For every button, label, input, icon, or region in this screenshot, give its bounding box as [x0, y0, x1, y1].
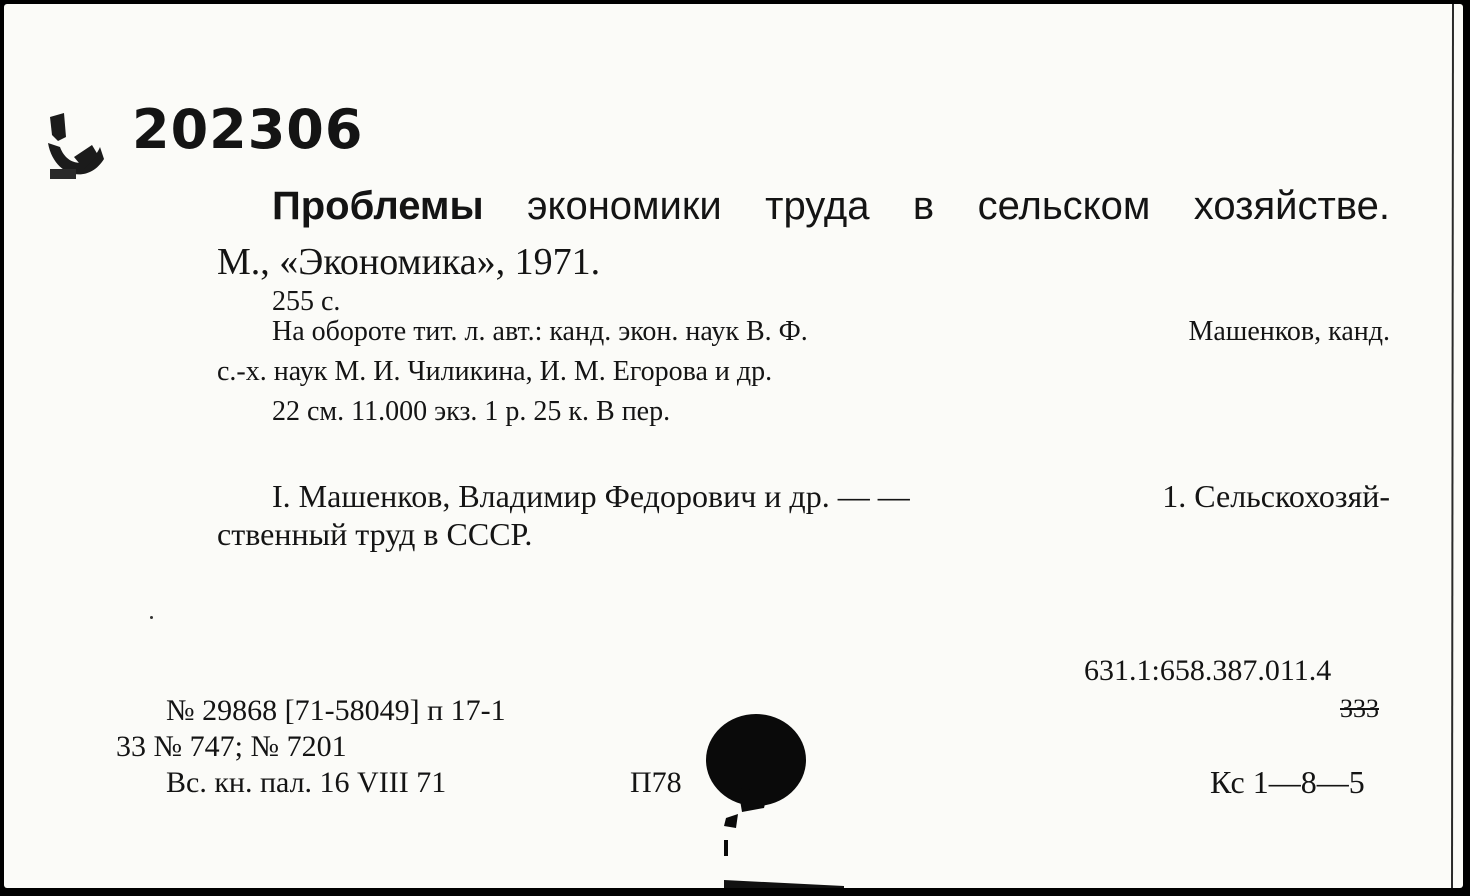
library-stamp-mark — [44, 107, 106, 185]
catalog-card — [4, 4, 1463, 888]
tracing-line-2: ственный труд в СССР. — [217, 516, 533, 552]
udc-code: 631.1:658.387.011.4 — [1084, 654, 1332, 687]
physical-description: 22 см. 11.000 экз. 1 р. 25 к. В пер. — [272, 396, 671, 427]
registration-line-3: Вс. кн. пал. 16 VIII 71 — [166, 766, 447, 799]
authors-note-line-1 — [272, 316, 1390, 348]
imprint-line: М., «Экономика», 1971. — [217, 241, 601, 283]
authors-note-line-2: с.-х. наук М. И. Чиликина, И. М. Егорова и др. — [217, 356, 773, 387]
title-first-word: Проблемы — [272, 184, 484, 228]
title-word: хозяйстве. — [1193, 184, 1390, 228]
authors-note-part: На обороте тит. л. авт.: канд. экон. наук В. Ф. — [272, 316, 808, 347]
title-line-1 — [272, 184, 1390, 229]
registration-line-2: 33 № 747; № 7201 — [116, 730, 347, 763]
print-code: П78 — [630, 766, 682, 799]
title-word: сельском — [977, 184, 1151, 228]
tracing-line-1 — [272, 478, 1390, 515]
tracing-author: I. Машенков, Владимир Федорович и др. — — — [272, 478, 910, 514]
registration-line-1: № 29868 [71-58049] п 17-1 — [166, 694, 506, 727]
tracing-subject: 1. Сельскохозяй- — [1162, 478, 1390, 514]
edge-mark — [724, 878, 844, 888]
title-word: труда — [765, 184, 870, 228]
title-word: в — [912, 184, 935, 228]
udc-sub-code: 333 — [1340, 694, 1379, 723]
classification-code: Кс 1—8—5 — [1210, 764, 1365, 800]
authors-note-part: Машенков, канд. — [1188, 316, 1390, 347]
inventory-number: 202306 — [132, 98, 364, 161]
edge-smudge — [1444, 4, 1463, 888]
punch-hole-blot — [698, 708, 812, 858]
title-word: экономики — [527, 184, 722, 228]
speck — [150, 616, 153, 619]
pagination: 255 с. — [272, 286, 341, 317]
